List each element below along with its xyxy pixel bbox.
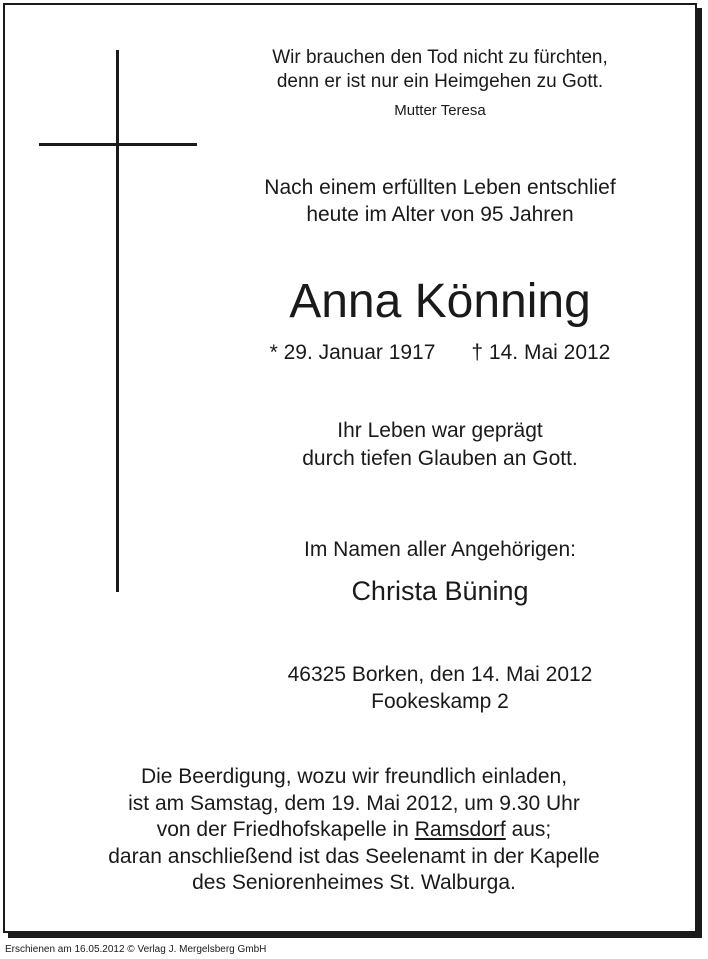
funeral-text: aus; [505,818,552,841]
funeral-line: des Seniorenheimes St. Walburga. [192,871,516,894]
address [240,661,640,715]
intro-line: heute im Alter von 95 Jahren [306,203,574,226]
intro-line: Nach einem erfüllten Leben entschlief [264,176,616,199]
quote [240,46,640,94]
funeral-line: daran anschließend ist das Seelenamt in der Kapelle [108,844,600,868]
life-text [240,417,640,473]
cross-vertical-bar [116,50,119,592]
funeral-notice [40,764,668,897]
life-line: Ihr Leben war geprägt [337,419,543,442]
intro-text [240,174,640,228]
life-dates [240,340,640,366]
funeral-place: Ramsdorf [414,818,506,841]
funeral-line [40,817,668,844]
life-line: durch tiefen Glauben an Gott. [302,447,578,470]
cross-horizontal-bar [39,143,197,146]
quote-author: Mutter Teresa [394,102,486,119]
address-line: 46325 Borken, den 14. Mai 2012 [287,663,593,686]
funeral-line: Die Beerdigung, wozu wir freundlich einladen, [140,765,568,788]
card-shadow-bottom [8,933,702,938]
address-line: Fookeskamp 2 [371,690,509,713]
deceased-name: Anna Könning [289,275,591,328]
quote-line: Wir brauchen den Tod nicht zu fürchten, [272,47,608,68]
death-date: † 14. Mai 2012 [471,341,611,364]
signer-name: Christa Büning [351,576,529,606]
relatives-label: Im Namen aller Angehörigen: [304,538,576,561]
publication-footer: Erschienen am 16.05.2012 © Verlag J. Mergelsberg GmbH [5,944,267,955]
card-shadow-right [697,8,702,938]
funeral-text: von der Friedhofskapelle in [156,818,415,841]
quote-line: denn er ist nur ein Heimgehen zu Gott. [276,71,604,92]
birth-date: * 29. Januar 1917 [269,341,436,364]
funeral-line: ist am Samstag, dem 19. Mai 2012, um 9.30 Uhr [128,791,580,815]
